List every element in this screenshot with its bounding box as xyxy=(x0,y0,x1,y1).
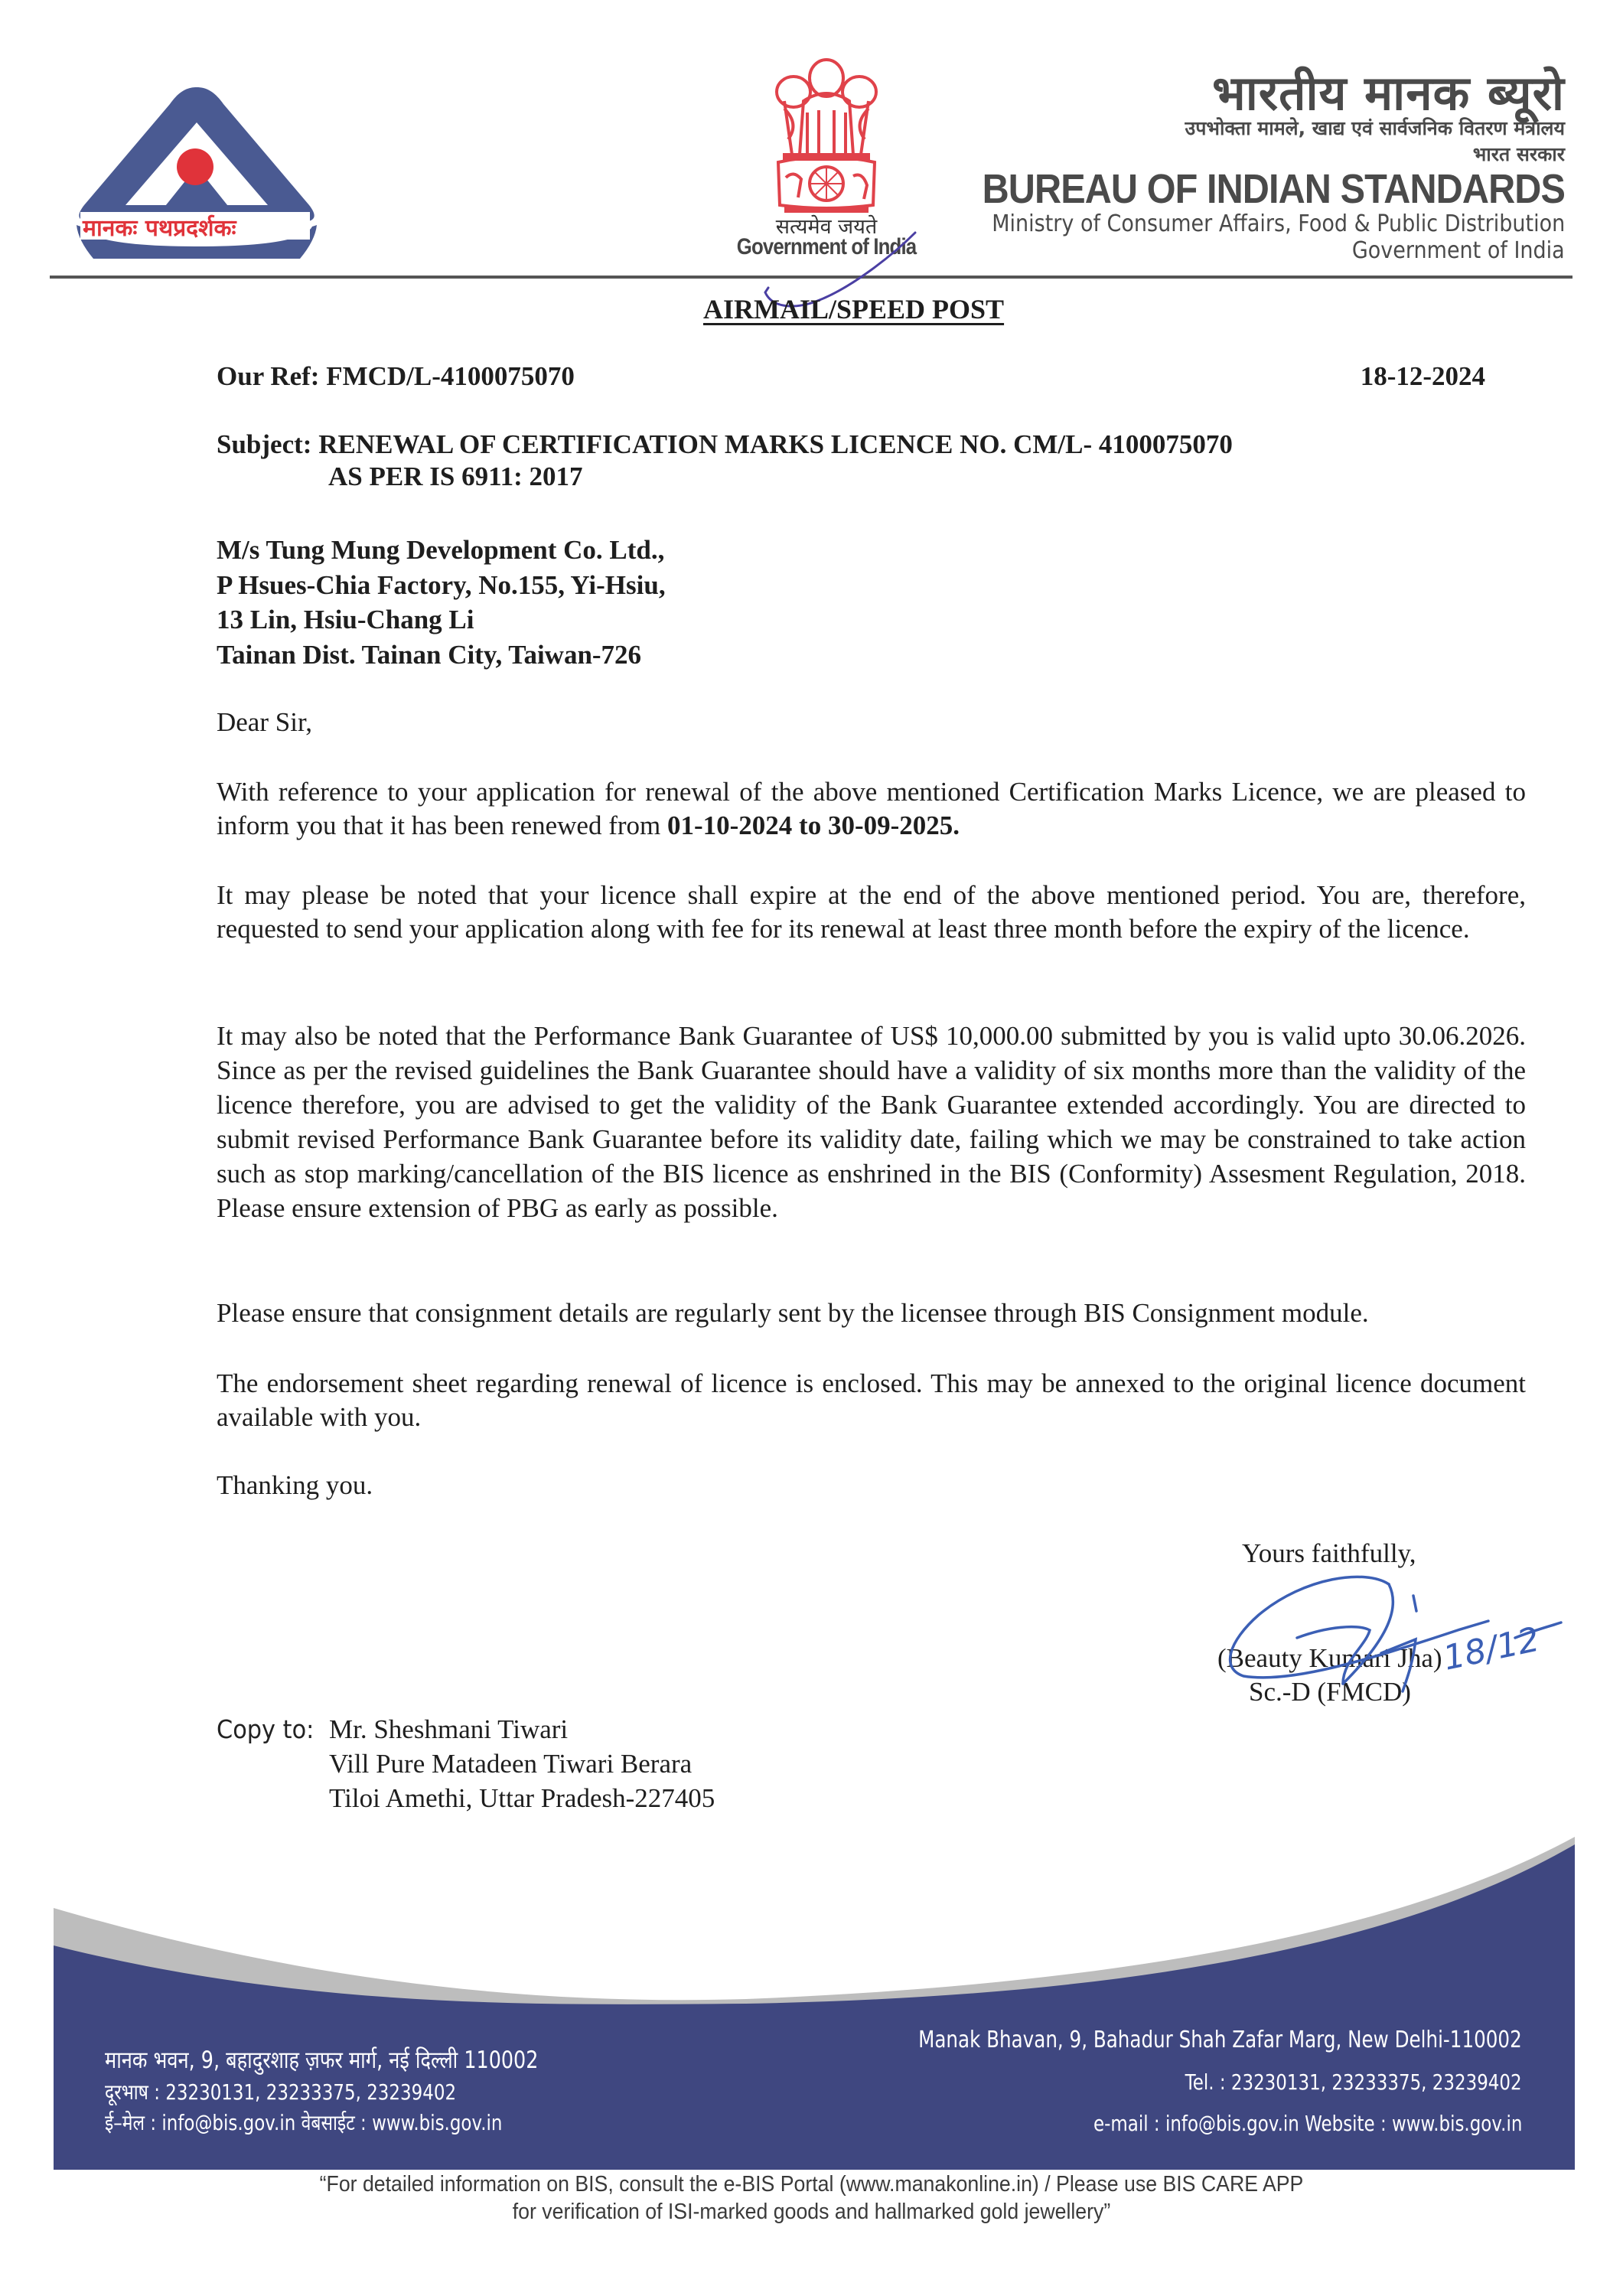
closing: Yours faithfully, xyxy=(1242,1538,1416,1568)
footer-note-line-1: “For detailed information on BIS, consult the e-BIS Portal (www.manakonline.in) / Please use BIS CARE APP xyxy=(319,2172,1304,2197)
salutation: Dear Sir, xyxy=(217,707,312,737)
ministry-hindi: उपभोक्ता मामले, खाद्य एवं सार्वजनिक वितरण मंत्रालय xyxy=(1185,117,1565,139)
govt-hindi: भारत सरकार xyxy=(1472,143,1565,165)
copy-to-label: Copy to: xyxy=(217,1714,314,1744)
signatory-designation: Sc.-D (FMCD) xyxy=(1249,1677,1411,1707)
subject xyxy=(217,429,1233,493)
renewal-period: 01-10-2024 to 30-09-2025 xyxy=(666,810,953,840)
copy-to-line: Mr. Sheshmani Tiwari xyxy=(329,1714,569,1744)
state-emblem-icon xyxy=(761,55,891,220)
paragraph-endorsement: The endorsement sheet regarding renewal of licence is enclosed. This may be annexed to the original licence document available with you. xyxy=(217,1368,1526,1432)
org-name-english: BUREAU OF INDIAN STANDARDS xyxy=(982,166,1565,212)
emblem-caption: Government of India xyxy=(736,234,917,259)
reference-number: FMCD/L-4100075070 xyxy=(326,361,575,391)
footer-contact-hindi: ई–मेल : info@bis.gov.in वेबसाईट : www.bis.gov.in xyxy=(105,2110,503,2135)
copy-to-line: Vill Pure Matadeen Tiwari Berara xyxy=(329,1749,693,1779)
addressee-line: P Hsues-Chia Factory, No.155, Yi-Hsiu, xyxy=(217,569,666,600)
paragraph-bank-guarantee: It may also be noted that the Performance Bank Guarantee of US$ 10,000.00 submitted by you is valid upto 30.06.2026. Since as per the revised guidelines the Bank Guarantee should have a validity of six months more than the validity of the licence therefore, you are advised to get the validity of the Bank Guarantee extended accordingly. You are directed to submit revised Performance Bank Guarantee before its validity date, failing which we may be constrained to take action such as stop marking/cancellation of the BIS licence as enshrined in the BIS (Conformity) Assesment Regulation, 2018. Please ensure extension of PBG as early as possible. xyxy=(217,1021,1526,1223)
dispatch-mode: AIRMAIL/SPEED POST xyxy=(703,294,1005,325)
signature-date-note: 18/12 xyxy=(1439,1619,1543,1678)
footer-phone-english: Tel. : 23230131, 23233375, 23239402 xyxy=(1185,2069,1522,2095)
subject-line-1: RENEWAL OF CERTIFICATION MARKS LICENCE NO. CM/L- 4100075070 xyxy=(318,429,1233,459)
closing-thanks: Thanking you. xyxy=(217,1470,373,1500)
emblem-motto: सत्यमेव जयते xyxy=(775,215,878,239)
reference-label: Our Ref: xyxy=(217,361,320,391)
signature-icon xyxy=(1213,1554,1565,1699)
footer-contact-english: e-mail : info@bis.gov.in Website : www.bis.gov.in xyxy=(1093,2111,1522,2136)
govt-english: Government of India xyxy=(1352,237,1565,264)
paragraph-expiry: It may please be noted that your licence shall expire at the end of the above mentioned period. You are, therefore, requested to send your application along with fee for its renewal at least three month before the expiry of the licence. xyxy=(217,880,1526,944)
reference-line xyxy=(217,360,575,393)
ministry-english: Ministry of Consumer Affairs, Food & Public Distribution xyxy=(991,210,1565,237)
paragraph-renewal-text: With reference to your application for renewal of the above mentioned Certification Marks Licence, we are pleased to inform you that it has been renewed from xyxy=(217,777,1526,840)
subject-line-2: AS PER IS 6911: 2017 xyxy=(328,461,583,491)
addressee-line: M/s Tung Mung Development Co. Ltd., xyxy=(217,535,665,565)
renewal-period-end: . xyxy=(953,810,960,840)
logo-motto: मानकः पथप्रदर्शकः xyxy=(83,215,236,242)
addressee-line: 13 Lin, Hsiu-Chang Li xyxy=(217,605,474,634)
signatory-name: (Beauty Kumari Jha) xyxy=(1217,1643,1442,1673)
paragraph-consignment: Please ensure that consignment details are regularly sent by the licensee through BIS Consignment module. xyxy=(217,1298,1369,1328)
footer-note-line-2: for verification of ISI-marked goods and hallmarked gold jewellery” xyxy=(512,2200,1111,2224)
copy-to-line: Tiloi Amethi, Uttar Pradesh-227405 xyxy=(329,1783,715,1813)
footer-phone-hindi: दूरभाष : 23230131, 23233375, 23239402 xyxy=(105,2079,457,2105)
paragraph-renewal xyxy=(217,775,1526,843)
letter-date: 18-12-2024 xyxy=(1360,361,1485,391)
subject-label: Subject: xyxy=(217,429,312,459)
copy-to-block xyxy=(329,1712,715,1815)
footer-address-hindi: मानक भवन, 9, बहादुरशाह ज़फर मार्ग, नई दिल्ली 110002 xyxy=(105,2047,539,2074)
footer-address-english: Manak Bhavan, 9, Bahadur Shah Zafar Marg, New Delhi-110002 xyxy=(918,2027,1522,2053)
addressee-line: Tainan Dist. Tainan City, Taiwan-726 xyxy=(217,639,642,670)
org-name-hindi: भारतीय मानक ब्यूरो xyxy=(1212,65,1565,121)
addressee-block xyxy=(217,533,666,672)
